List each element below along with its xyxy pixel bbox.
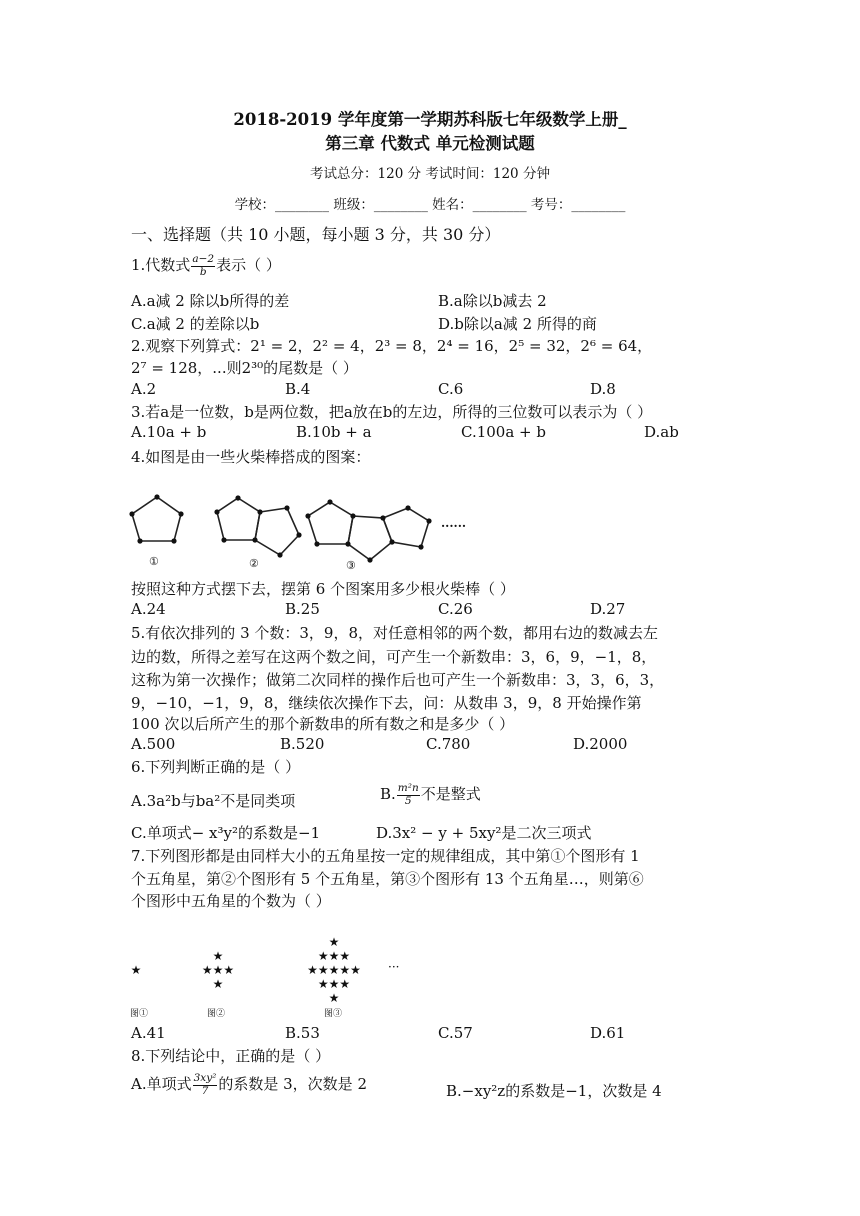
- q1-option-c: C.a减 2 的差除以b: [131, 315, 260, 333]
- q4-option-c: C.26: [438, 600, 473, 618]
- q8-option-b: B.−xy²z的系数是−1，次数是 4: [446, 1082, 662, 1100]
- q1-option-b: B.a除以b减去 2: [438, 292, 547, 310]
- q7-fig3-row: ★★★: [317, 949, 351, 963]
- q4-fig-label-2: ②: [249, 557, 259, 570]
- q6-frac-num: m²n: [397, 782, 419, 795]
- q1-fraction: [191, 254, 215, 277]
- q7-fig2-row: ★: [212, 949, 224, 963]
- q7-fig-ellipsis: ···: [388, 960, 400, 974]
- q8-frac-den: 7: [201, 1084, 209, 1097]
- q4-option-a: A.24: [131, 600, 166, 618]
- matchstick-figures: [120, 488, 480, 576]
- q1-option-a: A.a减 2 除以b所得的差: [131, 292, 290, 310]
- q5-line5: 100 次以后所产生的那个新数串的所有数之和是多少（ ）: [131, 715, 515, 733]
- q1-stem-post: 表示（ ）: [216, 256, 281, 274]
- q3-stem: 3.若a是一位数，b是两位数，把a放在b的左边，所得的三位数可以表示为（ ）: [131, 403, 653, 421]
- q7-line3: 个图形中五角星的个数为（ ）: [131, 892, 331, 910]
- q2-option-a: A.2: [131, 380, 157, 398]
- q6-option-c: C.单项式− x³y²的系数是−1: [131, 824, 321, 842]
- q7-star-figure-2: [196, 949, 240, 991]
- q1-stem-pre: 1.代数式: [131, 256, 191, 274]
- q2-option-c: C.6: [438, 380, 464, 398]
- q1-frac-num: a−2: [192, 253, 215, 266]
- q4-option-d: D.27: [590, 600, 626, 618]
- exam-title-line2: 第三章 代数式 单元检测试题: [325, 134, 535, 153]
- q7-line1: 7.下列图形都是由同样大小的五角星按一定的规律组成，其中第①个图形有 1: [131, 847, 640, 865]
- q1-option-d: D.b除以a减 2 所得的商: [438, 315, 597, 333]
- q2-option-d: D.8: [590, 380, 616, 398]
- q5-option-b: B.520: [280, 735, 325, 753]
- q2-option-b: B.4: [285, 380, 311, 398]
- q7-fig3-row: ★: [328, 935, 340, 949]
- q4-option-b: B.25: [285, 600, 320, 618]
- q7-fig3-row: ★★★★★: [307, 963, 361, 977]
- q8-option-a-pre: A.单项式: [131, 1075, 192, 1093]
- q3-option-c: C.100a + b: [461, 423, 546, 441]
- q7-line2: 个五角星，第②个图形有 5 个五角星，第③个图形有 13 个五角星…，则第⑥: [131, 870, 644, 888]
- q6-stem: 6.下列判断正确的是（ ）: [131, 758, 301, 776]
- q5-line1: 5.有依次排列的 3 个数：3，9，8，对任意相邻的两个数，都用右边的数减去左: [131, 624, 659, 642]
- exam-info: 考试总分：120 分 考试时间：120 分钟: [310, 166, 550, 182]
- q7-fig-label-3: 图③: [324, 1009, 343, 1019]
- q5-line2: 边的数，所得之差写在这两个数之间，可产生一个新数串：3，6，9，−1，8，: [131, 648, 657, 666]
- q4-fig-label-3: ③: [346, 559, 356, 572]
- q3-option-a: A.10a + b: [131, 423, 207, 441]
- q4-stem: 4.如图是由一些火柴棒搭成的图案：: [131, 448, 371, 466]
- student-info: 学校：________ 班级：________ 姓名：________ 考号：________: [234, 197, 626, 213]
- q6-option-b-fraction: [397, 783, 420, 806]
- q5-line4: 9，−10，−1，9，8，继续依次操作下去，问：从数串 3，9，8 开始操作第: [131, 694, 642, 712]
- q7-star-figure-3: [302, 935, 366, 1005]
- q7-option-c: C.57: [438, 1024, 473, 1042]
- q7-fig3-row: ★★★: [317, 977, 351, 991]
- q8-frac-num: 3xy²: [193, 1072, 217, 1085]
- q6-option-b: [380, 783, 481, 807]
- q5-option-d: D.2000: [573, 735, 628, 753]
- q3-option-b: B.10b + a: [296, 423, 372, 441]
- q7-option-b: B.53: [285, 1024, 320, 1042]
- q4-stem2: 按照这种方式摆下去，摆第 6 个图案用多少根火柴棒（ ）: [131, 580, 515, 598]
- q6-option-a: A.3a²b与ba²不是同类项: [131, 792, 296, 810]
- q7-option-a: A.41: [131, 1024, 166, 1042]
- q1-frac-den: b: [199, 265, 207, 278]
- q7-fig2-row: ★: [212, 977, 224, 991]
- q8-option-a: [131, 1073, 367, 1097]
- q6-frac-den: 5: [404, 794, 412, 807]
- q6-option-d: D.3x² − y + 5xy²是二次三项式: [376, 824, 592, 842]
- q5-option-c: C.780: [426, 735, 471, 753]
- q6-option-b-post: 不是整式: [420, 785, 481, 803]
- q7-star-figure-1: ★: [130, 963, 142, 977]
- q7-fig-label-2: 图②: [207, 1009, 226, 1019]
- q8-option-a-fraction: [193, 1073, 218, 1096]
- q7-fig-label-1: 图①: [130, 1009, 149, 1019]
- q7-option-d: D.61: [590, 1024, 626, 1042]
- q5-line3: 这称为第一次操作；做第二次同样的操作后也可产生一个新数串：3，3，6，3，: [131, 671, 665, 689]
- q2-line1: 2.观察下列算式：2¹ = 2，2² = 4，2³ = 8，2⁴ = 16，2⁵ = 32，2⁶ = 64，: [131, 337, 653, 355]
- q6-option-b-pre: B.: [380, 785, 396, 803]
- section-heading: 一、选择题（共 10 小题，每小题 3 分，共 30 分）: [131, 225, 501, 244]
- q7-fig3-row: ★: [328, 991, 340, 1005]
- q5-option-a: A.500: [131, 735, 176, 753]
- q8-option-a-post: 的系数是 3，次数是 2: [218, 1075, 367, 1093]
- exam-title-line1: 2018-2019 学年度第一学期苏科版七年级数学上册_: [233, 110, 627, 129]
- q1-stem: [131, 254, 281, 278]
- q7-fig2-row: ★★★: [201, 963, 235, 977]
- q2-line2: 2⁷ = 128，...则2³⁰的尾数是（ ）: [131, 359, 358, 377]
- q4-fig-ellipsis: ......: [441, 516, 467, 530]
- q4-fig-label-1: ①: [149, 555, 159, 568]
- q8-stem: 8.下列结论中，正确的是（ ）: [131, 1047, 331, 1065]
- q3-option-d: D.ab: [644, 423, 679, 441]
